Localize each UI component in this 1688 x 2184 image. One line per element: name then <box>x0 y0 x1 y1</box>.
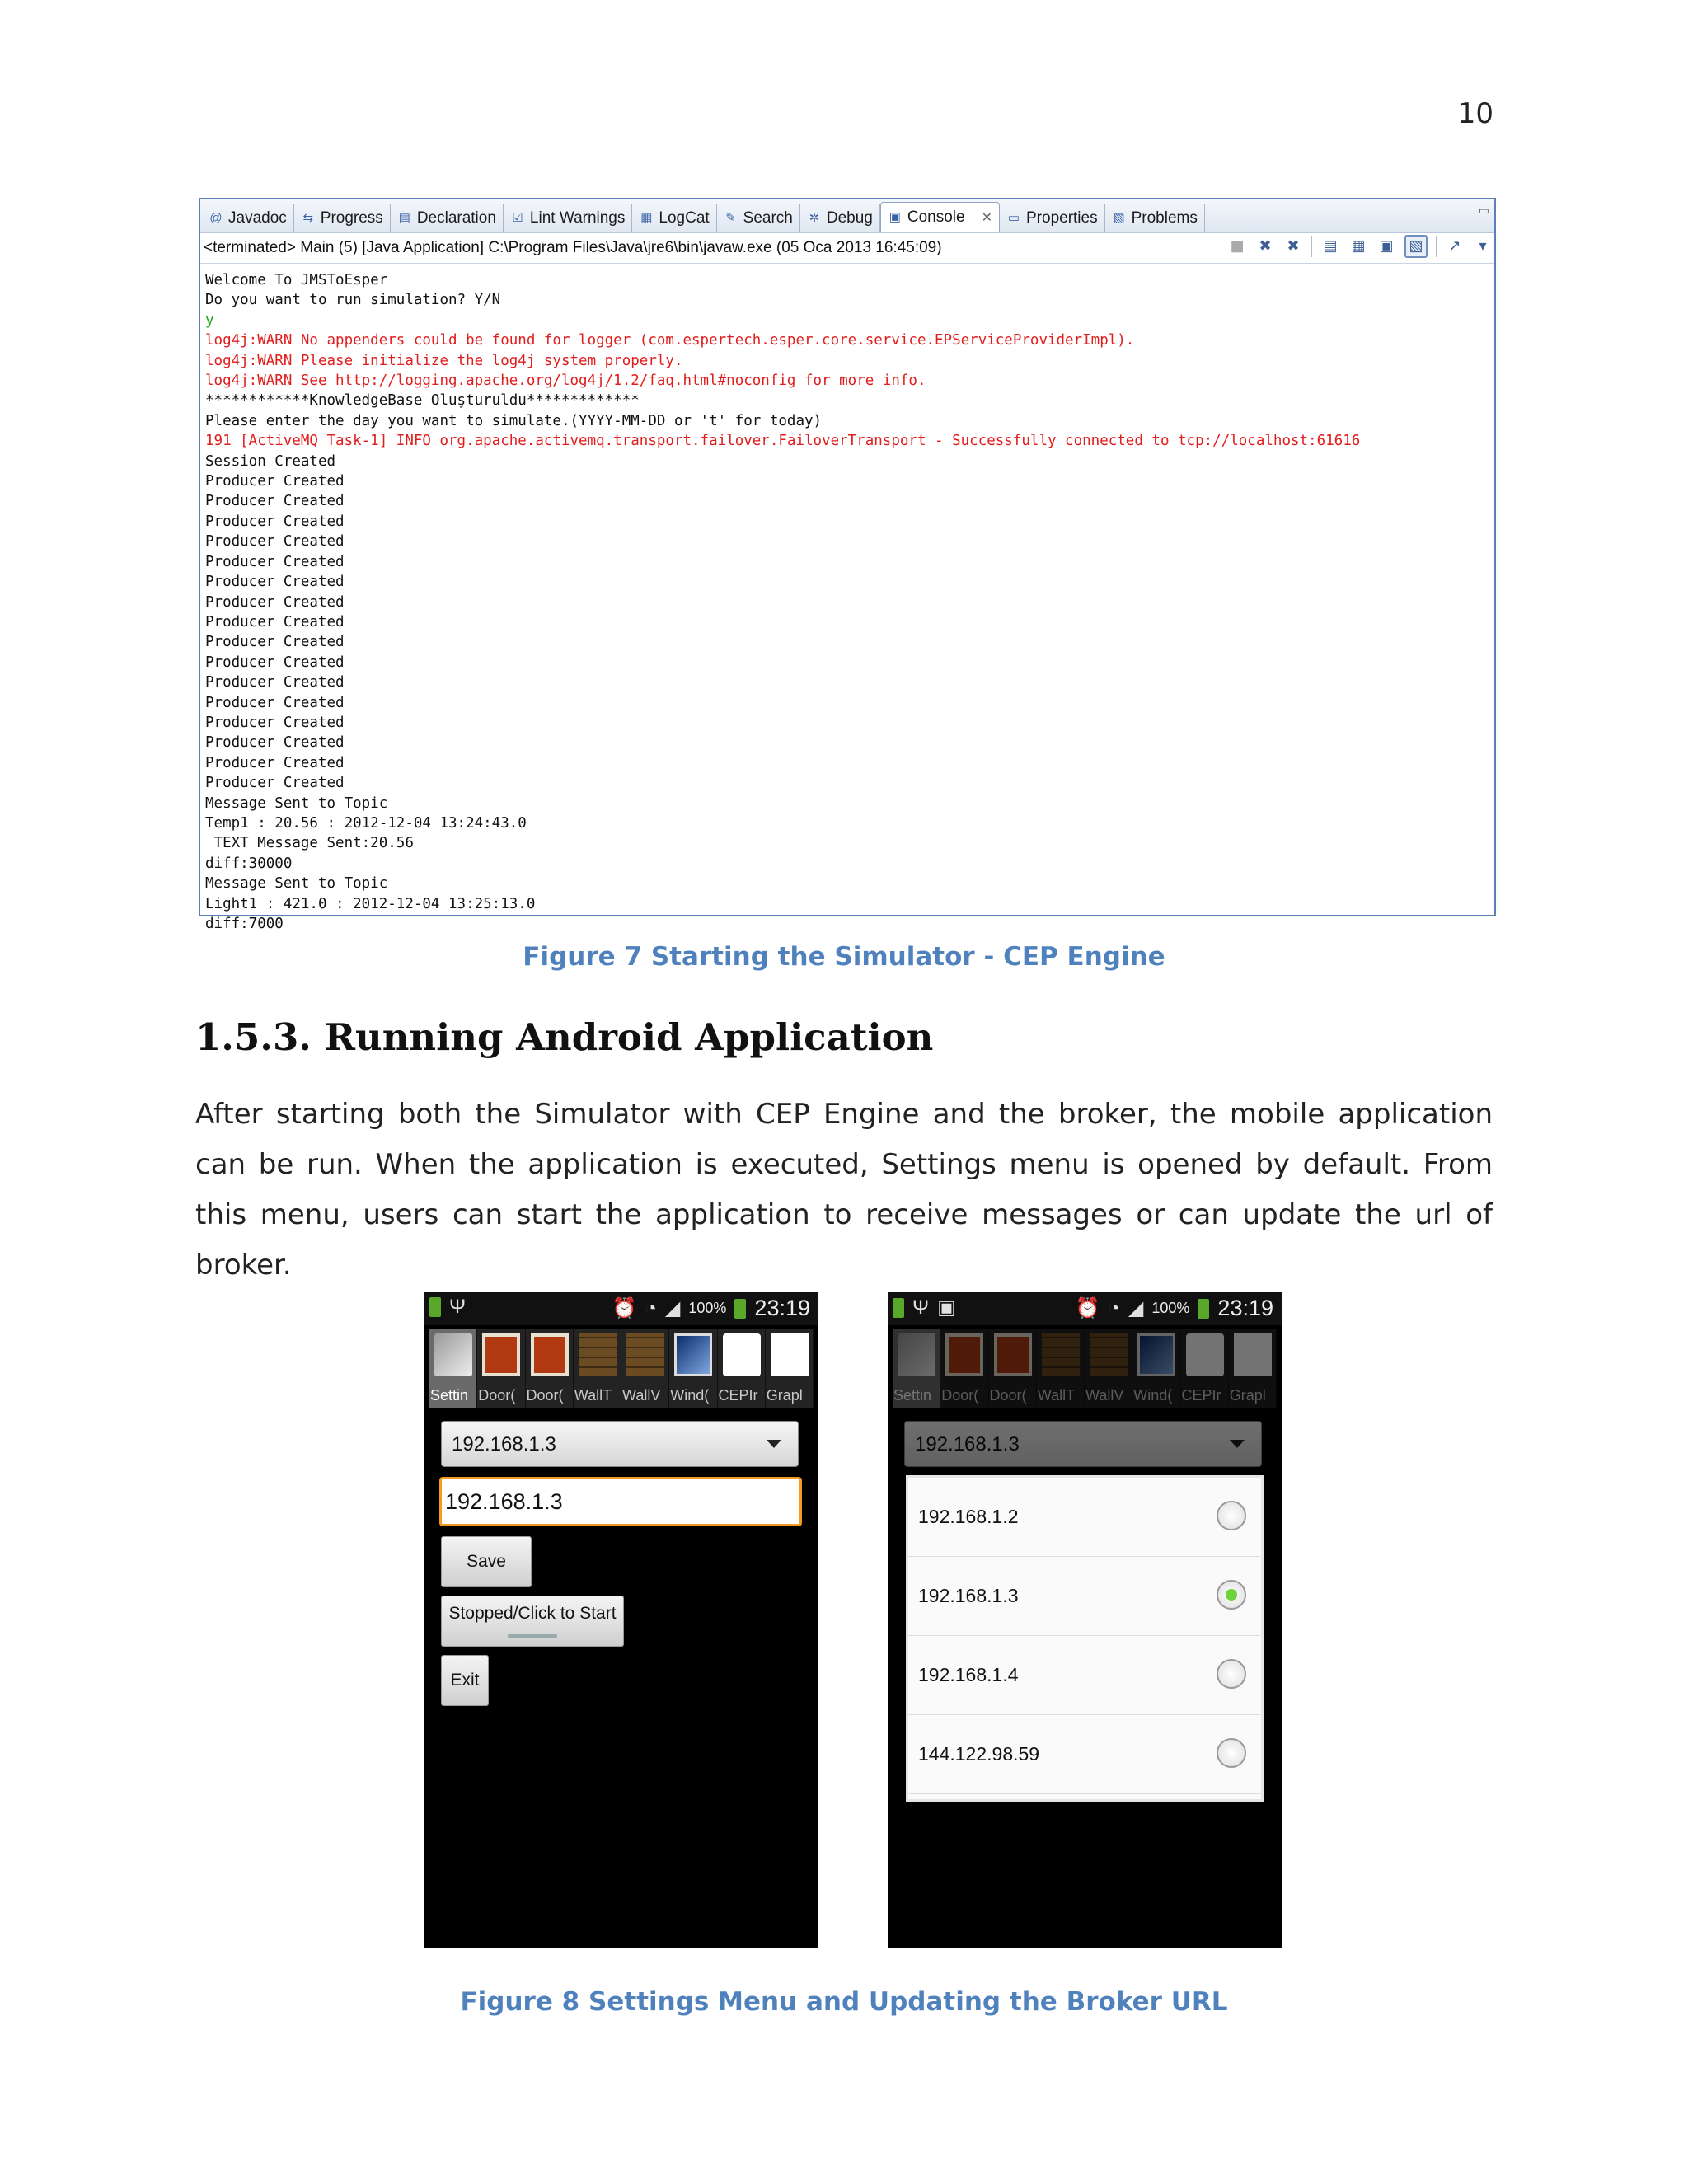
url-option-label: 192.168.1.3 <box>918 1585 1019 1606</box>
radio-button[interactable] <box>1217 1501 1246 1530</box>
url-option-label: 192.168.1.2 <box>918 1506 1019 1527</box>
console-line: Producer Created <box>205 775 345 792</box>
start-toggle-label: Stopped/Click to Start <box>448 1604 617 1623</box>
status-bar <box>888 1292 1282 1325</box>
toolbar-separator <box>1311 236 1312 257</box>
console-line: Message Sent to Topic <box>205 875 388 893</box>
tab-lint-warnings[interactable] <box>504 204 632 232</box>
console-line: TEXT Message Sent:20.56 <box>205 835 414 852</box>
tab-label: Javadoc <box>228 209 287 227</box>
console-line: ************KnowledgeBase Oluşturuldu************* <box>205 392 640 410</box>
alarm-icon: ⏰ <box>612 1297 637 1319</box>
phone-url-picker-screen <box>888 1292 1282 1948</box>
console-line: Producer Created <box>205 734 345 752</box>
console-line: y <box>205 312 214 329</box>
save-button[interactable]: Save <box>441 1536 532 1587</box>
console-line: Producer Created <box>205 754 345 771</box>
terminated-label: <terminated> Main (5) [Java Application] C:\Program Files\Java\jre6\bin\javaw.exe (05 Oca 2013 16:45:09) <box>204 239 942 256</box>
app-tab[interactable] <box>574 1329 621 1408</box>
tab-search[interactable] <box>717 204 800 232</box>
exit-button[interactable]: Exit <box>441 1655 489 1706</box>
console-line: 191 [ActiveMQ Task-1] INFO org.apache.activemq.transport.failover.FailoverTransport - Successfully connected to tcp://localhost:61616 <box>205 433 1361 450</box>
tab-debug[interactable] <box>800 204 880 232</box>
cep-icon <box>723 1333 761 1376</box>
radio-button[interactable] <box>1217 1659 1246 1689</box>
status-bar <box>424 1292 818 1325</box>
url-option[interactable] <box>908 1478 1261 1557</box>
tab-progress[interactable] <box>294 204 391 232</box>
console-line: Do you want to run simulation? Y/N <box>205 292 501 309</box>
alarm-icon: ⏰ <box>1075 1297 1100 1319</box>
console-line: Message Sent to Topic <box>205 794 388 812</box>
phone-settings-screen <box>424 1292 818 1948</box>
console-line: Producer Created <box>205 634 345 651</box>
eclipse-console-view <box>199 198 1496 932</box>
console-status-row <box>200 233 1494 264</box>
battery-notification-icon <box>429 1297 441 1317</box>
url-option-label: 192.168.1.4 <box>918 1664 1019 1685</box>
tab-declaration[interactable] <box>391 204 504 232</box>
broker-url-dropdown[interactable] <box>441 1421 799 1467</box>
app-tab-label: Settin <box>430 1387 469 1404</box>
tab-javadoc[interactable] <box>202 204 294 232</box>
app-tab-label: CEPIr <box>718 1387 758 1404</box>
app-tab[interactable] <box>429 1329 477 1408</box>
close-icon[interactable]: ✕ <box>981 211 992 225</box>
broker-url-input[interactable]: 192.168.1.3 <box>439 1477 802 1526</box>
tab-properties[interactable] <box>1000 204 1105 232</box>
tab-label: Properties <box>1026 209 1098 227</box>
app-tab-label: Door( <box>526 1387 564 1404</box>
battery-icon <box>1198 1299 1209 1319</box>
toolbar-separator <box>1436 236 1437 257</box>
dropdown-caret-icon <box>767 1440 781 1448</box>
console-toolbar <box>1227 235 1493 258</box>
app-tab[interactable] <box>526 1329 574 1408</box>
search-icon: ✎ <box>725 211 736 225</box>
console-line: diff:7000 <box>205 916 284 932</box>
tab-console[interactable] <box>880 202 1000 232</box>
wifi-icon: ◔ <box>645 1296 657 1319</box>
remove-all-icon[interactable]: ✖ <box>1287 237 1300 255</box>
scroll-lock-icon[interactable]: ▦ <box>1351 237 1366 255</box>
declaration-icon: ▤ <box>398 211 410 225</box>
console-line: Temp1 : 20.56 : 2012-12-04 13:24:43.0 <box>205 814 527 832</box>
console-line: log4j:WARN Please initialize the log4j system properly. <box>205 352 683 369</box>
app-tab-label: Door( <box>478 1387 516 1404</box>
console-line: Producer Created <box>205 593 345 611</box>
wall-icon <box>579 1333 617 1376</box>
console-line: Welcome To JMSToEsper <box>205 272 388 288</box>
console-line: Please enter the day you want to simulate.(YYYY-MM-DD or 't' for today) <box>205 412 823 429</box>
console-line: log4j:WARN See http://logging.apache.org/log4j/1.2/faq.html#noconfig for more info. <box>205 373 926 390</box>
tab-problems[interactable] <box>1105 204 1205 232</box>
show-on-output-icon[interactable]: ▣ <box>1379 237 1394 255</box>
pencil-icon <box>434 1333 472 1376</box>
tab-label: Search <box>743 209 793 227</box>
tab-label: Console <box>907 209 965 226</box>
battery-notification-icon <box>893 1298 904 1318</box>
clock: 23:19 <box>754 1296 810 1320</box>
open-console-icon[interactable]: ▾ <box>1479 237 1487 255</box>
console-line: Producer Created <box>205 574 345 591</box>
usb-icon: Ψ <box>912 1296 930 1319</box>
signal-icon: ◢ <box>1128 1297 1144 1319</box>
battery-icon <box>734 1299 746 1319</box>
app-tab[interactable] <box>477 1329 525 1408</box>
logcat-icon: ▦ <box>640 211 653 225</box>
console-line: Light1 : 421.0 : 2012-12-04 13:25:13.0 <box>205 895 536 912</box>
app-tab[interactable] <box>621 1329 669 1408</box>
display-console-icon[interactable]: ↗ <box>1448 237 1461 255</box>
page-number: 10 <box>1457 97 1493 130</box>
console-line: log4j:WARN No appenders could be found for logger (com.espertech.esper.core.service.EPServiceProviderImpl). <box>205 332 1135 349</box>
console-line: Producer Created <box>205 714 345 731</box>
console-line: Session Created <box>205 452 336 470</box>
lint-icon: ☑ <box>512 211 523 225</box>
console-line: Producer Created <box>205 654 345 671</box>
image-icon: ▣ <box>937 1296 956 1319</box>
view-tab-bar <box>200 199 1494 233</box>
app-tab-label: WallT <box>574 1387 612 1404</box>
pin-console-icon[interactable]: ▧ <box>1404 235 1428 258</box>
door-icon <box>482 1333 520 1376</box>
app-tab[interactable] <box>766 1329 814 1408</box>
battery-percent: 100% <box>688 1300 727 1316</box>
battery-percent: 100% <box>1151 1300 1190 1316</box>
radio-button[interactable] <box>1217 1738 1246 1768</box>
usb-icon: Ψ <box>449 1296 467 1318</box>
window-icon <box>674 1333 712 1376</box>
app-tab-label: Wind( <box>670 1387 710 1404</box>
minimize-icon[interactable]: ▭ <box>1478 204 1489 218</box>
tab-logcat[interactable] <box>632 204 716 232</box>
clear-console-icon[interactable]: ▤ <box>1323 237 1338 255</box>
start-toggle-button[interactable] <box>441 1596 624 1647</box>
console-line: Producer Created <box>205 493 345 510</box>
terminate-icon[interactable]: ■ <box>1230 237 1245 255</box>
console-line: Producer Created <box>205 473 345 490</box>
console-line: Producer Created <box>205 553 345 570</box>
console-output <box>205 270 1489 932</box>
tab-label: LogCat <box>659 209 710 227</box>
toggle-indicator <box>508 1634 557 1638</box>
signal-icon: ◢ <box>664 1297 681 1319</box>
wall-icon <box>626 1333 664 1376</box>
section-heading: 1.5.3. Running Android Application <box>195 1015 934 1059</box>
door-icon <box>531 1333 569 1376</box>
clock: 23:19 <box>1217 1296 1273 1320</box>
progress-icon: ⇆ <box>302 211 314 225</box>
graph-icon <box>771 1333 809 1376</box>
body-paragraph: After starting both the Simulator with CEP Engine and the broker, the mobile application can be run. When the application is executed, Settings menu is opened by default. From this menu, users can start the application to receive messages or can update the url of broker. <box>195 1098 1493 1282</box>
app-tab-label: Grapl <box>766 1387 803 1404</box>
app-tab[interactable] <box>669 1329 717 1408</box>
app-tab-strip <box>429 1329 814 1408</box>
url-options-list <box>906 1475 1264 1802</box>
tab-label: Debug <box>826 209 873 227</box>
url-option[interactable] <box>908 1715 1261 1794</box>
console-line: diff:30000 <box>205 855 293 872</box>
tab-label: Progress <box>320 209 383 227</box>
console-line: Producer Created <box>205 613 345 630</box>
dropdown-value: 192.168.1.3 <box>452 1433 556 1455</box>
tab-label: Declaration <box>416 209 496 227</box>
figure-7-caption: Figure 7 Starting the Simulator - CEP Engine <box>523 942 1165 972</box>
console-line: Producer Created <box>205 674 345 691</box>
url-option-label: 144.122.98.59 <box>918 1743 1040 1765</box>
tab-label: Lint Warnings <box>529 209 626 227</box>
radio-button[interactable] <box>1217 1580 1246 1610</box>
console-line: Producer Created <box>205 694 345 711</box>
javadoc-icon: @ <box>209 211 223 225</box>
url-option[interactable] <box>908 1557 1261 1636</box>
console-line: Producer Created <box>205 513 345 530</box>
properties-icon: ▭ <box>1007 211 1020 225</box>
problems-icon: ▧ <box>1113 211 1125 225</box>
app-tab[interactable] <box>718 1329 766 1408</box>
console-line: Producer Created <box>205 533 345 551</box>
console-icon: ▣ <box>889 210 901 224</box>
debug-icon: ✲ <box>809 211 820 225</box>
tab-label: Problems <box>1131 209 1198 227</box>
url-option[interactable] <box>908 1636 1261 1715</box>
remove-launch-icon[interactable]: ✖ <box>1259 237 1272 255</box>
figure-8-caption: Figure 8 Settings Menu and Updating the Broker URL <box>460 1987 1228 2017</box>
wifi-icon: ◔ <box>1108 1296 1120 1319</box>
app-tab-label: WallV <box>622 1387 661 1404</box>
